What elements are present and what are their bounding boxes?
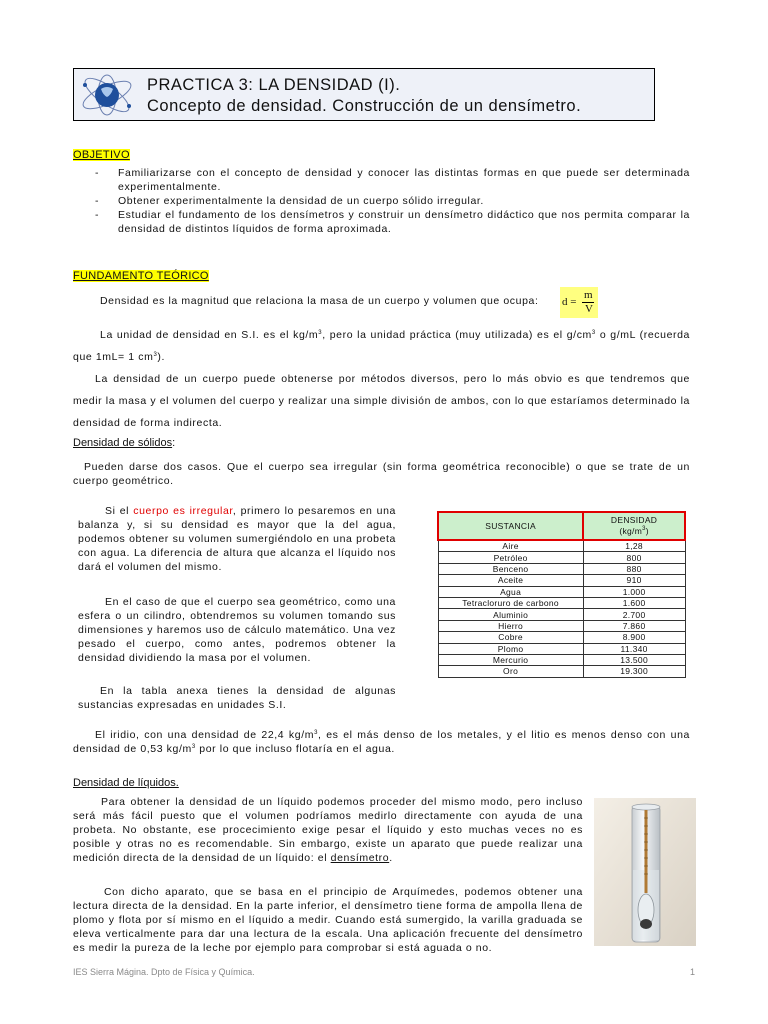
table-row [438, 563, 685, 574]
solidos-heading: Densidad de sólidos [73, 437, 173, 449]
fundamento-heading: FUNDAMENTO TEÓRICO [73, 270, 209, 282]
density-cell: 880 [583, 563, 685, 574]
table-row [438, 575, 685, 586]
density-cell: 1,28 [583, 540, 685, 552]
method-paragraph: La densidad de un cuerpo puede obtenerse por métodos diversos, pero lo más obvio es que tendremos que medir la masa y el volumen del cuerpo y realizar una simple división de ambos, con lo que estaríamos determinado la densidad de forma indirecta. [73, 373, 690, 429]
substance-cell: Aluminio [438, 609, 583, 620]
substance-cell: Aceite [438, 575, 583, 586]
table-row [438, 586, 685, 597]
substance-cell: Tetracloruro de carbono [438, 597, 583, 608]
density-formula: d = m V [560, 287, 598, 318]
density-cell: 910 [583, 575, 685, 586]
table-row [438, 666, 685, 677]
substance-cell: Oro [438, 666, 583, 677]
density-cell: 2.700 [583, 609, 685, 620]
table-row [438, 620, 685, 631]
substance-cell: Mercurio [438, 654, 583, 665]
density-cell: 800 [583, 552, 685, 563]
density-cell: 8.900 [583, 632, 685, 643]
hydrometer-photo [594, 798, 696, 946]
density-table [437, 511, 686, 678]
table-row [438, 609, 685, 620]
density-cell: 1.600 [583, 597, 685, 608]
substance-cell: Agua [438, 586, 583, 597]
objetivo-heading: OBJETIVO [73, 149, 130, 161]
irregular-paragraph: Si el cuerpo es irregular, primero lo pesaremos en una balanza y, si su densidad es mayor que la del agua, podemos obtener su volumen sumergiéndolo en una probeta con agua. La diferencia de altura que alcanza el líquido nos dará el volumen del mismo. [78, 505, 396, 573]
substance-cell: Cobre [438, 632, 583, 643]
liquidos-paragraph-2: Con dicho aparato, que se basa en el principio de Arquímedes, podemos obtener una lectura directa de la densidad. En la parte inferior, el densímetro tiene forma de ampolla llena de plomo y flota por sí mismo en el líquido a medir. Cuando está sumergido, la varilla graduada se eleva verticalmente para dar una lectura de la escala. Una aplicación frecuente del densímetro es medir la pureza de la leche por ejemplo para comprobar si está aguada o no. [73, 886, 583, 954]
density-cell: 19.300 [583, 666, 685, 677]
density-cell: 11.340 [583, 643, 685, 654]
page-number: 1 [689, 967, 695, 977]
geometric-paragraph: En el caso de que el cuerpo sea geométrico, como una esfera o un cilindro, obtendremos su volumen tomando sus dimensiones y haremos uso de cálculo matemático. Una vez pesado el cuerpo, como antes, podremos obtener la densidad dividiendo la masa por el volumen. [78, 596, 396, 664]
irregular-highlight: cuerpo es irregular [133, 505, 233, 517]
list-item: - Familiarizarse con el concepto de densidad y conocer las distintas formas en que puede ser determinada experimentalmente. [95, 167, 690, 193]
substance-cell: Aire [438, 540, 583, 552]
density-cell: 7.860 [583, 620, 685, 631]
footer-text: IES Sierra Mágina. Dpto de Física y Química. [73, 967, 255, 977]
table-row [438, 643, 685, 654]
column-header-substance: SUSTANCIA [438, 512, 583, 540]
page-header [73, 68, 655, 121]
density-cell: 1.000 [583, 586, 685, 597]
atom-globe-logo [79, 73, 135, 117]
table-row [438, 540, 685, 552]
density-definition: Densidad es la magnitud que relaciona la masa de un cuerpo y volumen que ocupa: [100, 295, 539, 307]
table-row [438, 552, 685, 563]
iridium-paragraph: El iridio, con una densidad de 22,4 $kg/m^3$, es el más denso de los metales, y el litio es menos denso con una densidad de 0,53 $kg/m^3$ por lo que incluso flotaría en el agua. [73, 729, 690, 755]
column-header-density: DENSIDAD $(kg/m^3)$ [583, 512, 685, 540]
table-row [438, 632, 685, 643]
unit-paragraph: La unidad de densidad en S.I. es el $kg/m^3$, pero la unidad práctica (muy utilizada) es el $g/cm^3$ o g/mL (recuerda que 1mL= 1 $cm^3$). [73, 329, 690, 363]
liquidos-heading: Densidad de líquidos. [73, 777, 179, 789]
page-subtitle: Concepto de densidad. Construcción de un densímetro. [147, 97, 582, 115]
table-row [438, 654, 685, 665]
densimetro-term: densímetro [330, 852, 390, 864]
list-item: - Obtener experimentalmente la densidad de un cuerpo sólido irregular. [95, 195, 484, 207]
substance-cell: Plomo [438, 643, 583, 654]
substance-cell: Petróleo [438, 552, 583, 563]
density-cell: 13.500 [583, 654, 685, 665]
solidos-intro: Pueden darse dos casos. Que el cuerpo sea irregular (sin forma geométrica reconocible) o que se trate de un cuerpo geométrico. [73, 461, 690, 487]
page-title: PRACTICA 3: LA DENSIDAD (I). [147, 76, 401, 94]
solidos-heading-wrap: Densidad de sólidos: [73, 437, 176, 449]
objetivo-list [73, 166, 690, 236]
page-footer [73, 967, 695, 977]
substance-cell: Benceno [438, 563, 583, 574]
table-header-row [438, 512, 685, 540]
table-row [438, 597, 685, 608]
list-item: - Estudiar el fundamento de los densímetros y construir un densímetro didáctico que nos permita comparar la densidad de distintos líquidos de forma aproximada. [95, 209, 690, 235]
table-reference-paragraph: En la tabla anexa tienes la densidad de algunas sustancias expresadas en unidades S.I. [78, 685, 396, 711]
substance-cell: Hierro [438, 620, 583, 631]
liquidos-paragraph-1: Para obtener la densidad de un líquido podemos proceder del mismo modo, pero incluso será más fácil puesto que el volumen podríamos medirlo directamente con ayuda de una probeta. No obstante, ese procecimiento exige pesar el líquido y esto muchas veces no es posible y otras no es recomendable. Sin embargo, existe un aparato que puede realizar una medición directa de la densidad de un líquido: el densímetro. [73, 796, 583, 864]
